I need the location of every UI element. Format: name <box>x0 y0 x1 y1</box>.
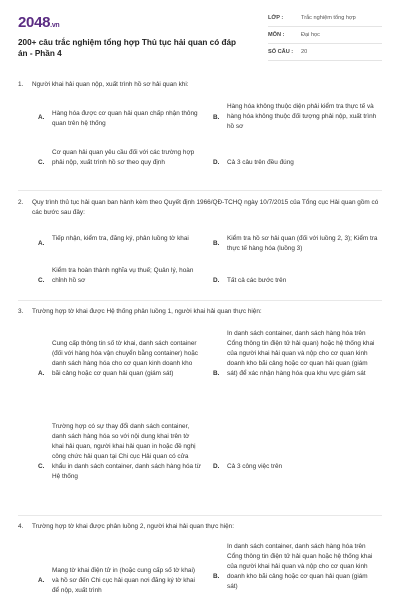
question-divider <box>18 515 382 516</box>
option-letter: B. <box>213 370 220 377</box>
question-divider <box>18 300 382 301</box>
question-prompt: Quy trình thủ tục hải quan ban hành kèm theo Quyết định 1966/QĐ-TCHQ ngày 10/7/2015 của Tổng cục Hải quan gồm có các bước sau đây: <box>32 199 379 216</box>
option-text: Kiểm tra hồ sơ hải quan (đối với luồng 2, 3); Kiểm tra thực tế hàng hóa (luồng 3) <box>227 235 378 252</box>
option-a[interactable] <box>38 234 208 262</box>
option-b[interactable] <box>213 542 382 600</box>
meta-row-count <box>268 44 382 61</box>
question-text <box>18 522 382 532</box>
option-letter: A. <box>38 114 45 121</box>
meta-row-class <box>268 10 382 27</box>
meta-value: 20 <box>301 49 308 55</box>
option-b[interactable] <box>213 234 382 262</box>
option-text: In danh sách container, danh sách hàng hóa trên Cổng thông tin điện tử hải quan hoặc hệ thống khai của người khai hải quan và nộp cho cơ quan kinh doanh kho bãi cảng hoặc cơ quan hải quan (giám sát) <box>227 543 373 590</box>
option-a[interactable] <box>38 566 208 600</box>
question-number: 1. <box>18 81 24 88</box>
question-number: 2. <box>18 199 24 206</box>
option-letter: B. <box>213 114 220 121</box>
option-b[interactable] <box>213 102 382 142</box>
meta-label: SỐ CÂU : <box>268 49 294 55</box>
option-c[interactable] <box>38 422 208 512</box>
option-text: Hàng hóa được cơ quan hải quan chấp nhận thông quan trên hệ thống <box>52 110 198 127</box>
option-letter: C. <box>38 159 45 166</box>
option-text: Cả 3 câu trên đều đúng <box>227 159 294 166</box>
option-text: Cung cấp thông tin số tờ khai, danh sách container (đối với hàng hóa vận chuyển bằng container) hoặc danh sách hàng hóa cho cơ quan kinh doanh kho bãi cảng hoặc cơ quan hải quan (giám sát) <box>52 340 198 377</box>
option-text: Tất cả các bước trên <box>227 277 287 284</box>
option-text: In danh sách container, danh sách hàng hóa trên Cổng thông tin điện tử hải quan) hoặc hệ thống khai của người khai hải quan và nộp cho cơ quan kinh doanh kho bãi cảng hoặc cơ quan hải quan (giám sát) để xác nhận hàng hóa qua khu vực giám sát <box>227 330 375 377</box>
question-prompt: Trường hợp tờ khai được Hệ thống phân luồng 1, người khai hải quan thực hiện: <box>32 308 262 315</box>
option-letter: C. <box>38 277 45 284</box>
option-letter: A. <box>38 577 45 584</box>
option-c[interactable] <box>38 148 208 184</box>
meta-value: Đại học <box>301 32 320 38</box>
site-logo[interactable] <box>18 14 59 31</box>
option-letter: D. <box>213 159 220 166</box>
meta-row-subject <box>268 27 382 44</box>
option-d[interactable] <box>213 422 382 512</box>
option-d[interactable] <box>213 266 382 294</box>
option-text: Tiếp nhận, kiểm tra, đăng ký, phân luồng tờ khai <box>52 235 189 242</box>
document-header <box>18 10 382 68</box>
option-a[interactable] <box>38 102 208 142</box>
option-letter: C. <box>38 463 45 470</box>
option-text: Cả 3 công việc trên <box>227 463 283 470</box>
option-letter: B. <box>213 240 220 247</box>
logo-suffix: .vn <box>50 22 60 29</box>
option-a[interactable] <box>38 329 208 419</box>
option-letter: A. <box>38 240 45 247</box>
question-number: 3. <box>18 308 24 315</box>
question-1 <box>18 80 382 190</box>
question-4 <box>18 522 382 600</box>
question-prompt: Người khai hải quan nộp, xuất trình hồ sơ hải quan khi: <box>32 81 189 88</box>
document-meta <box>268 10 382 61</box>
option-text: Trường hợp có sự thay đổi danh sách container, danh sách hàng hóa so với nội dung khai trên tờ khai hải quan, người khai hải quan in hoặc đề nghị công chức hải quan tại Chi cục Hải quan có cửa khẩu in danh sách container, danh sách hàng hóa từ Hệ thống <box>52 423 201 480</box>
meta-value: Trắc nghiệm tổng hợp <box>301 15 356 21</box>
option-letter: D. <box>213 277 220 284</box>
option-b[interactable] <box>213 329 382 419</box>
document-title: 200+ câu trắc nghiệm tổng hợp Thủ tục hải quan có đáp án - Phần 4 <box>18 38 237 58</box>
question-prompt: Trường hợp tờ khai được phân luồng 2, người khai hải quan thực hiện: <box>32 523 234 530</box>
question-divider <box>18 190 382 191</box>
question-text <box>18 307 382 317</box>
option-text: Kiểm tra hoàn thành nghĩa vụ thuế; Quản lý, hoàn chỉnh hồ sơ <box>52 267 194 284</box>
option-c[interactable] <box>38 266 208 294</box>
meta-label: LỚP : <box>268 15 284 21</box>
option-letter: B. <box>213 573 220 580</box>
question-2 <box>18 198 382 298</box>
option-text: Mang tờ khai điện tử in (hoặc cung cấp số tờ khai) và hồ sơ đến Chi cục hải quan nơi đăng ký tờ khai để nộp, xuất trình <box>52 567 196 594</box>
question-text <box>18 198 382 218</box>
option-text: Hàng hóa không thuộc diện phải kiểm tra thực tế và hàng hóa không thuộc đối tượng phải nộp, xuất trình hồ sơ <box>227 103 377 130</box>
option-text: Cơ quan hải quan yêu cầu đối với các trường hợp phải nộp, xuất trình hồ sơ theo quy định <box>52 149 195 166</box>
question-number: 4. <box>18 523 24 530</box>
option-letter: A. <box>38 370 45 377</box>
meta-label: MÔN : <box>268 32 285 38</box>
option-d[interactable] <box>213 148 382 184</box>
option-letter: D. <box>213 463 220 470</box>
question-text <box>18 80 382 90</box>
question-3 <box>18 307 382 512</box>
logo-text: 2048 <box>18 14 51 31</box>
